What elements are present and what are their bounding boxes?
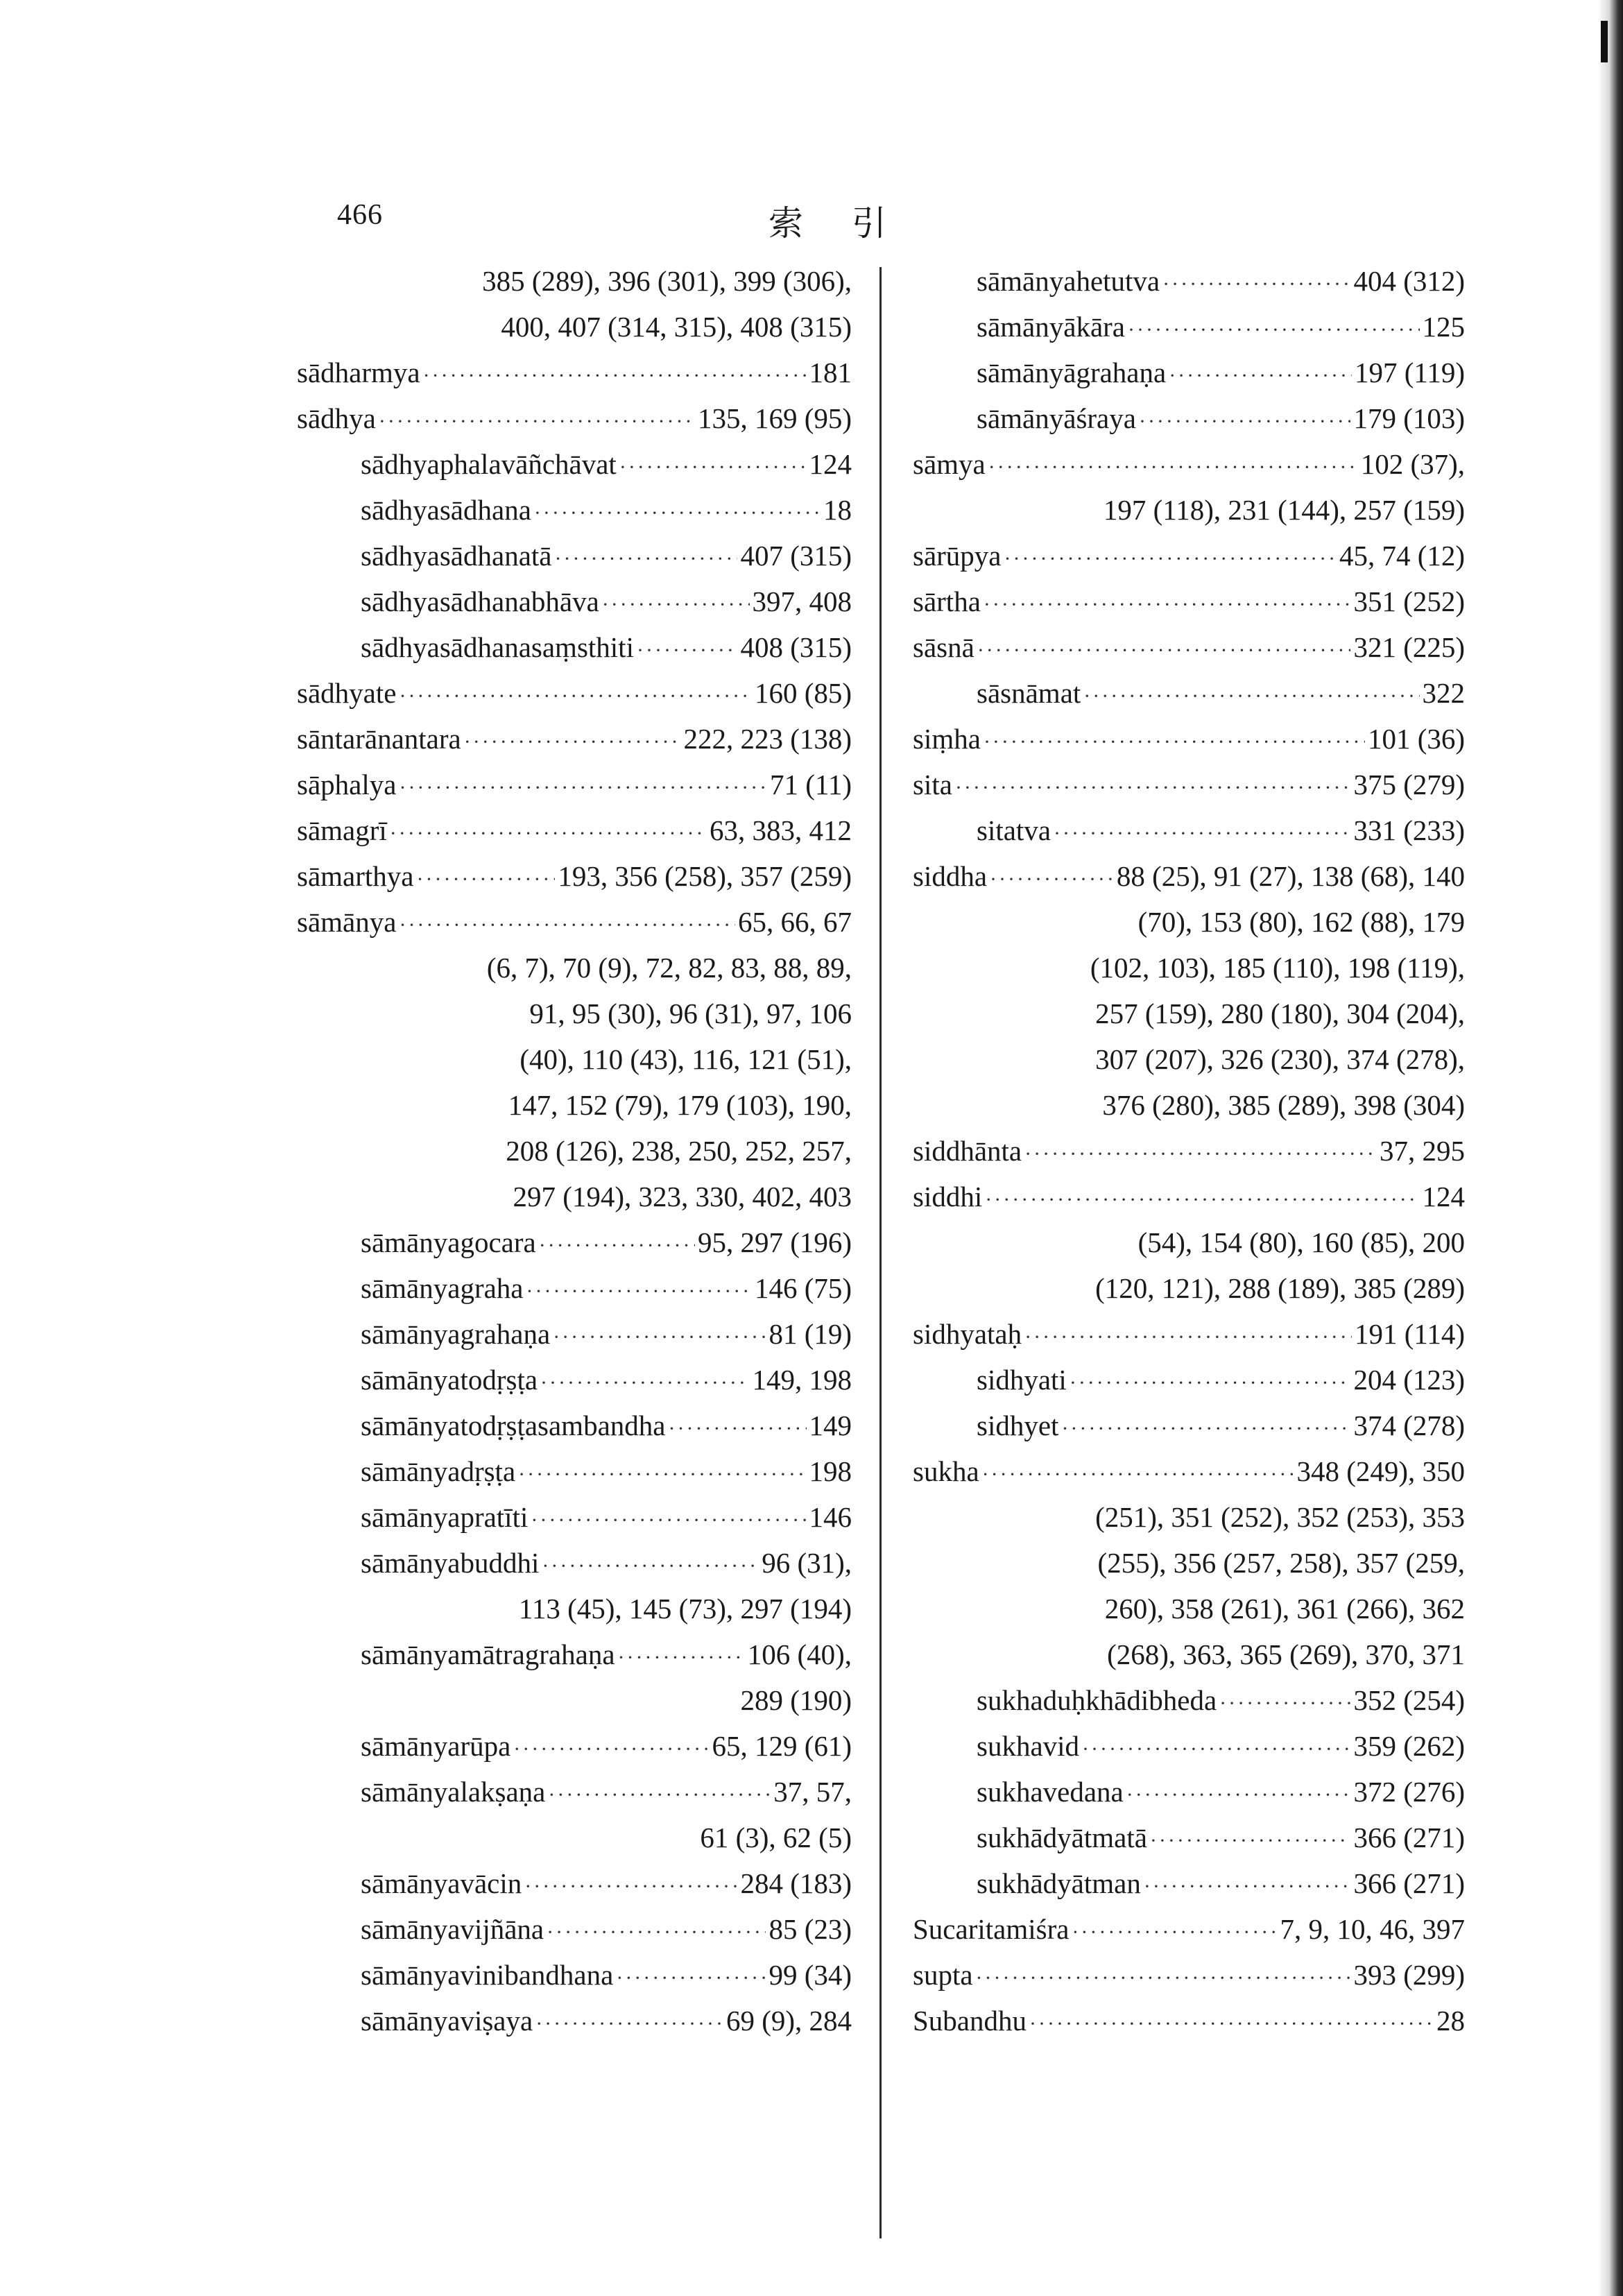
index-term: sukhādyātman bbox=[977, 1867, 1141, 1899]
dot-leader bbox=[524, 1864, 737, 1910]
dot-leader bbox=[1054, 811, 1350, 857]
index-page-refs: 18 bbox=[823, 494, 852, 526]
index-entry bbox=[913, 395, 1465, 441]
index-term: sādhyate bbox=[297, 677, 397, 709]
dot-leader bbox=[548, 1772, 771, 1818]
index-continuation-line: (40), 110 (43), 116, 121 (51), bbox=[519, 1043, 852, 1075]
index-page-refs: 404 (312) bbox=[1353, 265, 1465, 297]
index-term: sāmānyāgrahaṇa bbox=[977, 357, 1167, 388]
index-entry bbox=[913, 579, 1465, 624]
index-entry bbox=[913, 304, 1465, 350]
dot-leader bbox=[1150, 1818, 1351, 1864]
index-entry bbox=[913, 807, 1465, 853]
index-continuation-line: 147, 152 (79), 179 (103), 190, bbox=[508, 1089, 852, 1121]
index-continuation-line: 208 (126), 238, 250, 252, 257, bbox=[506, 1135, 852, 1167]
dot-leader bbox=[619, 445, 807, 490]
left-index-column bbox=[297, 258, 852, 2044]
index-entry bbox=[913, 1448, 1465, 1494]
index-term: sidhyataḥ bbox=[913, 1318, 1022, 1350]
index-entry bbox=[297, 1631, 852, 1677]
index-term: sidhyati bbox=[977, 1364, 1067, 1396]
dot-leader bbox=[518, 1452, 806, 1498]
index-entry bbox=[913, 716, 1465, 762]
dot-leader bbox=[1029, 2001, 1434, 2047]
index-page-refs: 193, 356 (258), 357 (259) bbox=[558, 860, 852, 892]
index-term: sāmānyaviṣaya bbox=[361, 2005, 533, 2037]
index-page-refs: 408 (315) bbox=[740, 631, 852, 663]
index-page-refs: 37, 57, bbox=[773, 1776, 852, 1808]
index-page-refs: 124 bbox=[809, 448, 852, 480]
dot-leader bbox=[1162, 262, 1350, 307]
index-term: Subandhu bbox=[913, 2005, 1027, 2037]
page-number: 466 bbox=[337, 199, 383, 231]
index-page-refs: 284 (183) bbox=[740, 1867, 852, 1899]
index-entry bbox=[297, 1540, 852, 1586]
index-continuation-line: (255), 356 (257, 258), 357 (259, bbox=[1097, 1547, 1465, 1579]
dot-leader bbox=[1061, 1406, 1350, 1452]
index-term: siddhānta bbox=[913, 1135, 1022, 1167]
index-page-refs: 71 (11) bbox=[769, 769, 852, 800]
dot-leader bbox=[399, 674, 751, 719]
index-term: sāsnā bbox=[913, 631, 974, 663]
dot-leader bbox=[531, 1498, 806, 1543]
index-entry bbox=[297, 1906, 852, 1952]
index-term: sāmānyākāra bbox=[977, 311, 1125, 343]
index-entry bbox=[297, 1860, 852, 1906]
index-page-refs: 149, 198 bbox=[752, 1364, 852, 1396]
index-continuation-line: (102, 103), 185 (110), 198 (119), bbox=[1090, 952, 1465, 984]
index-entry bbox=[913, 1311, 1465, 1357]
index-entry bbox=[913, 1723, 1465, 1769]
index-page-refs: 45, 74 (12) bbox=[1339, 540, 1465, 572]
index-term: sukhavid bbox=[977, 1730, 1080, 1762]
index-page-refs: 366 (271) bbox=[1353, 1867, 1465, 1899]
index-entry bbox=[297, 579, 852, 624]
index-term: sāmarthya bbox=[297, 860, 414, 892]
index-entry bbox=[913, 350, 1465, 395]
index-term: sāmānyavijñāna bbox=[361, 1913, 544, 1945]
dot-leader bbox=[976, 1955, 1351, 2001]
index-term: siṃha bbox=[913, 723, 981, 755]
index-term: Sucaritamiśra bbox=[913, 1913, 1070, 1945]
index-page-refs: 125 bbox=[1422, 311, 1465, 343]
index-continuation-line: 91, 95 (30), 96 (31), 97, 106 bbox=[529, 997, 852, 1029]
dot-leader bbox=[416, 857, 555, 902]
dot-leader bbox=[399, 902, 735, 948]
index-term: siddha bbox=[913, 860, 988, 892]
index-entry bbox=[913, 1128, 1465, 1174]
dot-leader bbox=[1139, 399, 1350, 445]
index-entry bbox=[913, 1403, 1465, 1448]
index-page-refs: 28 bbox=[1436, 2005, 1465, 2037]
dot-leader bbox=[423, 353, 807, 399]
index-entry bbox=[297, 853, 852, 899]
dot-leader bbox=[540, 1360, 749, 1406]
index-term: sāmānyāśraya bbox=[977, 402, 1136, 434]
index-term: siddhi bbox=[913, 1181, 983, 1213]
index-page-refs: 366 (271) bbox=[1353, 1822, 1465, 1853]
index-page-refs: 81 (19) bbox=[768, 1318, 852, 1350]
index-page-refs: 7, 9, 10, 46, 397 bbox=[1280, 1913, 1465, 1945]
dot-leader bbox=[977, 628, 1351, 674]
index-page-refs: 95, 297 (196) bbox=[697, 1226, 852, 1258]
index-entry bbox=[913, 1357, 1465, 1403]
index-entry bbox=[913, 533, 1465, 579]
index-term: sāmānyadṛṣṭa bbox=[361, 1455, 516, 1487]
index-term: sāmānyahetutva bbox=[977, 265, 1160, 297]
index-page-refs: 96 (31), bbox=[762, 1547, 852, 1579]
index-term: sādhya bbox=[297, 402, 376, 434]
index-term: sāmānyagraha bbox=[361, 1272, 524, 1304]
index-term: sāmānyabuddhi bbox=[361, 1547, 540, 1579]
index-term: sukhavedana bbox=[977, 1776, 1124, 1808]
index-term: supta bbox=[913, 1959, 973, 1991]
index-page-refs: 348 (249), 350 bbox=[1296, 1455, 1465, 1487]
index-term: sāmya bbox=[913, 448, 986, 480]
dot-leader bbox=[513, 1727, 709, 1772]
index-entry bbox=[913, 441, 1465, 487]
index-page-refs: 146 (75) bbox=[754, 1272, 852, 1304]
index-page-refs: 85 (23) bbox=[768, 1913, 852, 1945]
index-continuation-line: 307 (207), 326 (230), 374 (278), bbox=[1095, 1043, 1465, 1075]
index-continuation-line: 61 (3), 62 (5) bbox=[700, 1822, 852, 1853]
dot-leader bbox=[547, 1910, 766, 1955]
dot-leader bbox=[955, 765, 1351, 811]
index-entry bbox=[913, 1952, 1465, 1998]
dot-leader bbox=[668, 1406, 806, 1452]
index-continuation-line: 113 (45), 145 (73), 297 (194) bbox=[518, 1593, 852, 1625]
index-continuation-line: (6, 7), 70 (9), 72, 82, 83, 88, 89, bbox=[486, 952, 852, 984]
index-entry bbox=[913, 1677, 1465, 1723]
index-continuation-line: 257 (159), 280 (180), 304 (204), bbox=[1095, 997, 1465, 1029]
index-page-refs: 65, 66, 67 bbox=[738, 906, 852, 938]
index-entry bbox=[297, 395, 852, 441]
dot-leader bbox=[637, 628, 737, 674]
index-continuation-line: 197 (118), 231 (144), 257 (159) bbox=[1103, 494, 1465, 526]
index-page-refs: 198 bbox=[809, 1455, 852, 1487]
index-page-refs: 88 (25), 91 (27), 138 (68), 140 bbox=[1116, 860, 1465, 892]
index-entry bbox=[297, 1769, 852, 1815]
index-term: sāmānyagocara bbox=[361, 1226, 536, 1258]
index-page-refs: 352 (254) bbox=[1353, 1684, 1465, 1716]
index-term: sārūpya bbox=[913, 540, 1002, 572]
index-term: sādhyasādhanatā bbox=[361, 540, 552, 572]
dot-leader bbox=[618, 1635, 745, 1681]
dot-leader bbox=[1004, 536, 1337, 582]
dot-leader bbox=[526, 1269, 752, 1314]
index-page-refs: 106 (40), bbox=[747, 1638, 852, 1670]
index-term: sāmānyavācin bbox=[361, 1867, 522, 1899]
index-term: sādhyasādhanasaṃsthiti bbox=[361, 631, 634, 663]
index-term: sita bbox=[913, 769, 952, 800]
index-entry bbox=[297, 1494, 852, 1540]
index-page-refs: 63, 383, 412 bbox=[710, 814, 852, 846]
index-term: sāmānyamātragrahaṇa bbox=[361, 1638, 615, 1670]
dot-leader bbox=[535, 2001, 723, 2047]
page-edge-shadow bbox=[1598, 0, 1623, 2296]
index-entry bbox=[297, 899, 852, 945]
index-page-refs: 397, 408 bbox=[752, 585, 852, 617]
index-page-refs: 37, 295 bbox=[1380, 1135, 1465, 1167]
index-entry bbox=[297, 807, 852, 853]
dot-leader bbox=[555, 536, 738, 582]
dot-leader bbox=[1024, 1131, 1377, 1177]
index-page-refs: 69 (9), 284 bbox=[725, 2005, 852, 2037]
running-head: 索引 bbox=[768, 203, 935, 243]
index-term: sukha bbox=[913, 1455, 979, 1487]
index-entry bbox=[297, 1952, 852, 1998]
index-continuation-line: 289 (190) bbox=[740, 1684, 852, 1716]
index-term: sāmānyalakṣaṇa bbox=[361, 1776, 546, 1808]
dot-leader bbox=[988, 445, 1358, 490]
index-continuation-line: (251), 351 (252), 352 (253), 353 bbox=[1095, 1501, 1465, 1533]
index-continuation-line: 400, 407 (314, 315), 408 (315) bbox=[501, 311, 852, 343]
index-entry bbox=[297, 624, 852, 670]
index-page-refs: 222, 223 (138) bbox=[683, 723, 852, 755]
index-entry bbox=[913, 1860, 1465, 1906]
dot-leader bbox=[542, 1543, 759, 1589]
index-term: sādhyasādhana bbox=[361, 494, 531, 526]
index-page-refs: 65, 129 (61) bbox=[712, 1730, 852, 1762]
dot-leader bbox=[399, 765, 767, 811]
dot-leader bbox=[982, 1452, 1294, 1498]
dot-leader bbox=[539, 1223, 695, 1269]
dot-leader bbox=[553, 1314, 766, 1360]
dot-leader bbox=[602, 582, 750, 628]
dot-leader bbox=[984, 719, 1365, 765]
index-entry bbox=[297, 762, 852, 807]
dot-leader bbox=[1070, 1360, 1351, 1406]
index-entry bbox=[913, 853, 1465, 899]
index-page-refs: 101 (36) bbox=[1367, 723, 1465, 755]
index-entry bbox=[297, 350, 852, 395]
index-page-refs: 407 (315) bbox=[740, 540, 852, 572]
index-entry bbox=[913, 624, 1465, 670]
index-entry bbox=[297, 1448, 852, 1494]
dot-leader bbox=[1082, 1727, 1350, 1772]
index-term: sāmānyavinibandhana bbox=[361, 1959, 614, 1991]
index-page-refs: 149 bbox=[809, 1410, 852, 1441]
dot-leader bbox=[985, 1177, 1419, 1223]
index-entry bbox=[297, 1357, 852, 1403]
index-entry bbox=[913, 1174, 1465, 1219]
index-page-refs: 179 (103) bbox=[1353, 402, 1465, 434]
dot-leader bbox=[534, 490, 821, 536]
index-entry bbox=[297, 533, 852, 579]
index-page-refs: 181 bbox=[809, 357, 852, 388]
index-entry bbox=[297, 487, 852, 533]
index-term: sidhyet bbox=[977, 1410, 1059, 1441]
index-page-refs: 331 (233) bbox=[1353, 814, 1465, 846]
index-continuation-line: (120, 121), 288 (189), 385 (289) bbox=[1095, 1272, 1465, 1304]
index-entry bbox=[297, 670, 852, 716]
index-term: sāmānya bbox=[297, 906, 397, 938]
index-entry bbox=[297, 1311, 852, 1357]
dot-leader bbox=[390, 811, 707, 857]
dot-leader bbox=[379, 399, 695, 445]
index-page-refs: 102 (37), bbox=[1360, 448, 1465, 480]
index-page-refs: 351 (252) bbox=[1353, 585, 1465, 617]
index-entry bbox=[913, 258, 1465, 304]
index-page-refs: 322 bbox=[1422, 677, 1465, 709]
index-entry bbox=[297, 1403, 852, 1448]
index-continuation-line: 260), 358 (261), 361 (266), 362 bbox=[1104, 1593, 1465, 1625]
index-page-refs: 359 (262) bbox=[1353, 1730, 1465, 1762]
index-term: sukhādyātmatā bbox=[977, 1822, 1147, 1853]
index-term: sāmagrī bbox=[297, 814, 387, 846]
index-term: sāmānyatodṛṣṭasambandha bbox=[361, 1410, 666, 1441]
index-page-refs: 375 (279) bbox=[1353, 769, 1465, 800]
index-term: sāsnāmat bbox=[977, 677, 1081, 709]
index-continuation-line: (54), 154 (80), 160 (85), 200 bbox=[1137, 1226, 1465, 1258]
index-entry bbox=[913, 1815, 1465, 1860]
dot-leader bbox=[1169, 353, 1352, 399]
index-page-refs: 160 (85) bbox=[754, 677, 852, 709]
index-page-refs: 321 (225) bbox=[1353, 631, 1465, 663]
page-edge-mark bbox=[1601, 21, 1608, 62]
index-term: sāmānyagrahaṇa bbox=[361, 1318, 551, 1350]
index-term: sādhyaphalavāñchāvat bbox=[361, 448, 617, 480]
index-continuation-line: (268), 363, 365 (269), 370, 371 bbox=[1107, 1638, 1465, 1670]
dot-leader bbox=[990, 857, 1114, 902]
dot-leader bbox=[616, 1955, 766, 2001]
index-entry bbox=[297, 1265, 852, 1311]
index-continuation-line: 385 (289), 396 (301), 399 (306), bbox=[482, 265, 852, 297]
dot-leader bbox=[1083, 674, 1419, 719]
index-page-refs: 191 (114) bbox=[1354, 1318, 1465, 1350]
index-entry bbox=[297, 441, 852, 487]
index-continuation-line: 376 (280), 385 (289), 398 (304) bbox=[1102, 1089, 1465, 1121]
index-term: sāmānyarūpa bbox=[361, 1730, 511, 1762]
index-page-refs: 374 (278) bbox=[1353, 1410, 1465, 1441]
index-term: sādhyasādhanabhāva bbox=[361, 585, 599, 617]
dot-leader bbox=[984, 582, 1351, 628]
column-divider bbox=[879, 267, 882, 2238]
index-term: sāmānyatodṛṣṭa bbox=[361, 1364, 538, 1396]
dot-leader bbox=[1219, 1681, 1350, 1727]
index-continuation-line: (70), 153 (80), 162 (88), 179 bbox=[1137, 906, 1465, 938]
index-term: sārtha bbox=[913, 585, 981, 617]
dot-leader bbox=[1072, 1910, 1277, 1955]
index-page-refs: 146 bbox=[809, 1501, 852, 1533]
right-index-column bbox=[913, 258, 1465, 2044]
index-term: sāphalya bbox=[297, 769, 397, 800]
index-entry bbox=[913, 670, 1465, 716]
index-term: sāmānyapratīti bbox=[361, 1501, 529, 1533]
index-page-refs: 197 (119) bbox=[1354, 357, 1465, 388]
dot-leader bbox=[1024, 1314, 1352, 1360]
index-page-refs: 124 bbox=[1422, 1181, 1465, 1213]
index-page-refs: 135, 169 (95) bbox=[697, 402, 852, 434]
dot-leader bbox=[1128, 307, 1420, 353]
index-term: sukhaduḥkhādibheda bbox=[977, 1684, 1217, 1716]
index-entry bbox=[913, 762, 1465, 807]
index-term: sādharmya bbox=[297, 357, 420, 388]
index-page-refs: 372 (276) bbox=[1353, 1776, 1465, 1808]
index-page-refs: 204 (123) bbox=[1353, 1364, 1465, 1396]
index-term: sāntarānantara bbox=[297, 723, 461, 755]
index-page-refs: 99 (34) bbox=[768, 1959, 852, 1991]
dot-leader bbox=[464, 719, 681, 765]
index-entry bbox=[297, 1723, 852, 1769]
dot-leader bbox=[1144, 1864, 1351, 1910]
index-entry bbox=[297, 716, 852, 762]
index-continuation-line: 297 (194), 323, 330, 402, 403 bbox=[513, 1181, 852, 1213]
index-entry bbox=[297, 1219, 852, 1265]
index-entry bbox=[913, 1769, 1465, 1815]
dot-leader bbox=[1126, 1772, 1351, 1818]
index-entry bbox=[913, 1998, 1465, 2044]
index-entry bbox=[297, 1998, 852, 2044]
index-page-refs: 393 (299) bbox=[1353, 1959, 1465, 1991]
index-entry bbox=[913, 1906, 1465, 1952]
index-term: sitatva bbox=[977, 814, 1051, 846]
